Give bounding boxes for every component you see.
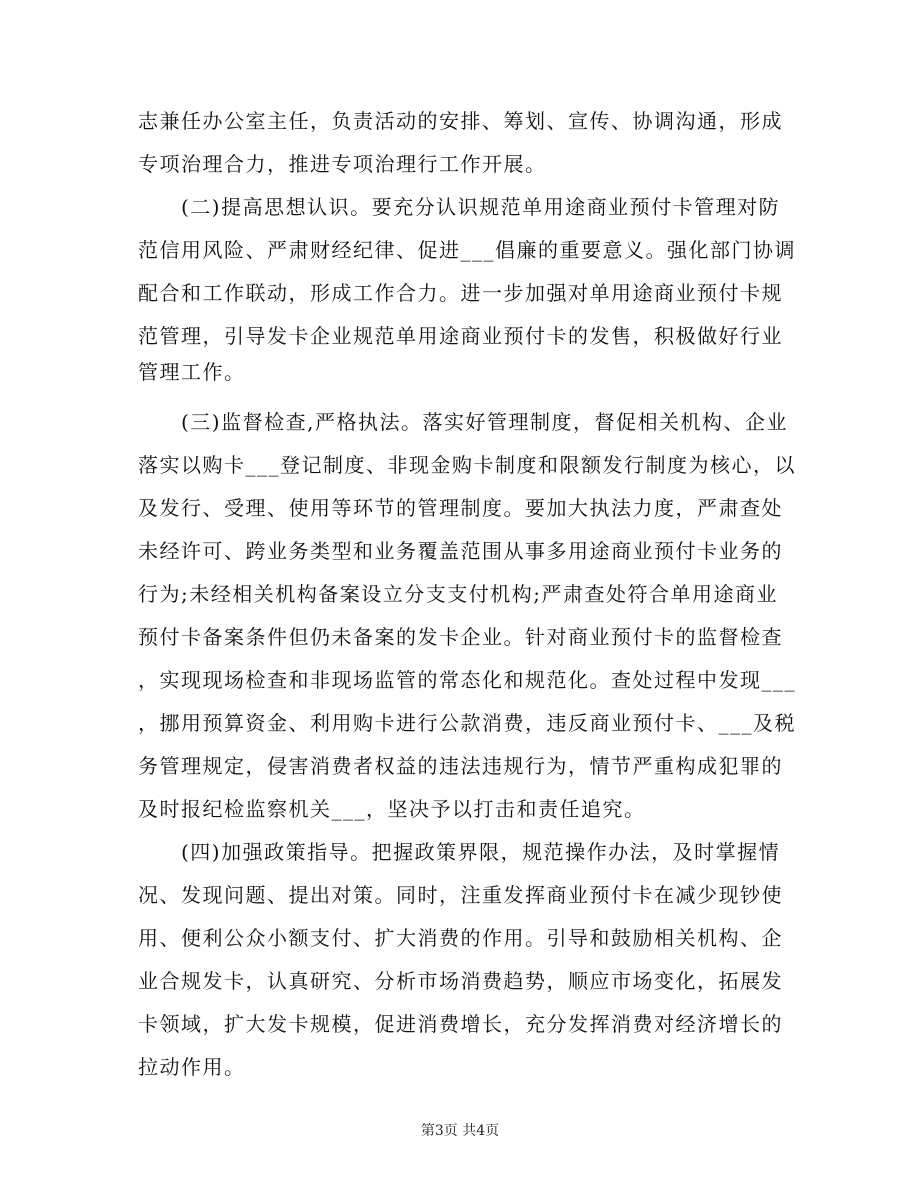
text-line: 况、发现问题、提出对策。同时，注重发挥商业预付卡在减少现钞使 <box>138 883 783 907</box>
text-line: 未经许可、跨业务类型和业务覆盖范围从事多用途商业预付卡业务的 <box>138 539 783 563</box>
text-line: 卡领域，扩大发卡规模，促进消费增长，充分发挥消费对经济增长的 <box>138 1012 783 1036</box>
text-line: 拉动作用。 <box>138 1055 246 1079</box>
text-line: ，实现现场检查和非现场监管的常态化和规范化。查处过程中发现___ <box>138 668 796 692</box>
text-line: 用、便利公众小额支付、扩大消费的作用。引导和鼓励相关机构、企 <box>138 926 783 950</box>
text-line: 及发行、受理、使用等环节的管理制度。要加大执法力度，严肃查处 <box>138 496 783 520</box>
text-line: (二)提高思想认识。要充分认识规范单用途商业预付卡管理对防 <box>138 195 781 219</box>
text-line: 务管理规定，侵害消费者权益的违法违规行为，情节严重构成犯罪的 <box>138 754 783 778</box>
text-line: 行为;未经相关机构备案设立分支支付机构;严肃查处符合单用途商业 <box>138 582 778 606</box>
text-line: 业合规发卡，认真研究、分析市场消费趋势，顺应市场变化，拓展发 <box>138 969 783 993</box>
text-line: 配合和工作联动，形成工作合力。进一步加强对单用途商业预付卡规 <box>138 281 783 305</box>
text-line: 及时报纪检监察机关___，坚决予以打击和责任追究。 <box>138 797 646 821</box>
page-number-footer: 第3页 共4页 <box>420 1123 500 1139</box>
text-line: 范管理，引导发卡企业规范单用途商业预付卡的发售，积极做好行业 <box>138 324 783 348</box>
text-line: 专项治理合力，推进专项治理行工作开展。 <box>138 152 547 176</box>
text-line: 范信用风险、严肃财经纪律、促进___倡廉的重要意义。强化部门协调 <box>138 238 796 262</box>
text-line: 落实以购卡___登记制度、非现金购卡制度和限额发行制度为核心，以 <box>138 453 796 477</box>
text-line: 志兼任办公室主任，负责活动的安排、筹划、宣传、协调沟通，形成 <box>138 109 783 133</box>
text-line: 管理工作。 <box>138 360 246 384</box>
text-line: ，挪用预算资金、利用购卡进行公款消费，违反商业预付卡、___及税 <box>138 711 796 735</box>
text-line: 预付卡备案条件但仍未备案的发卡企业。针对商业预付卡的监督检查 <box>138 625 783 649</box>
text-line: (三)监督检查,严格执法。落实好管理制度，督促相关机构、企业 <box>138 410 788 434</box>
text-line: (四)加强政策指导。把握政策界限，规范操作办法，及时掌握情 <box>138 840 781 864</box>
